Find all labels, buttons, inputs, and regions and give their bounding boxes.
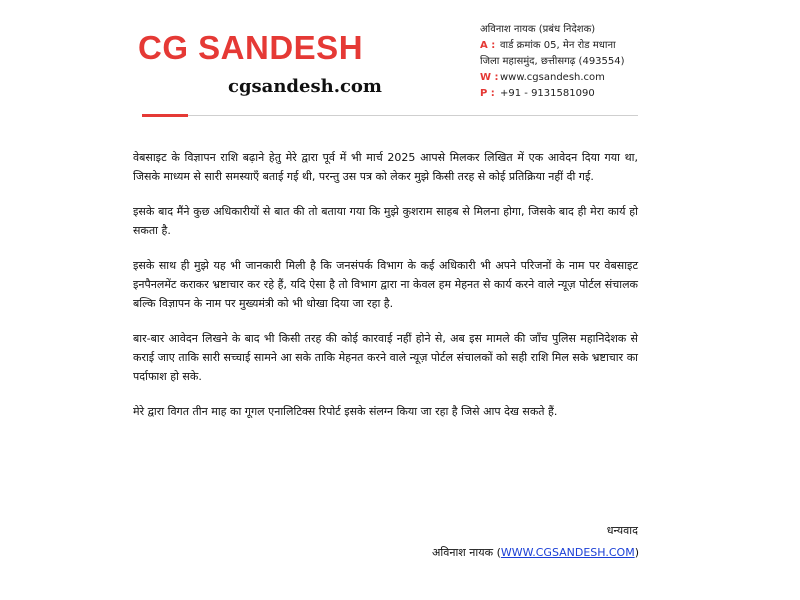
signer-website-link[interactable]: WWW.CGSANDESH.COM bbox=[500, 546, 635, 559]
brand-website: cgsandesh.com bbox=[228, 76, 382, 97]
address-line2-text: जिला महासमुंद, छत्तीसगढ़ (493554) bbox=[480, 56, 625, 67]
signer-close-paren: ) bbox=[634, 546, 639, 559]
contact-name-text: अविनाश नायक (प्रबंध निदेशक) bbox=[480, 24, 596, 35]
letterhead-divider bbox=[142, 115, 638, 116]
closing-thanks: धन्यवाद bbox=[606, 524, 638, 537]
contact-phone bbox=[480, 86, 670, 102]
letterhead-brand bbox=[138, 28, 382, 97]
contact-address-line1 bbox=[480, 38, 670, 54]
web-value: www.cgsandesh.com bbox=[500, 72, 605, 83]
address-line1-text: वार्ड क्रमांक 05, मेन रोड मधाना bbox=[500, 40, 616, 51]
contact-name bbox=[480, 22, 670, 38]
letterhead-divider-accent bbox=[142, 114, 188, 117]
contact-web bbox=[480, 70, 670, 86]
signer-name: अविनाश नायक bbox=[431, 546, 494, 559]
letterhead-contact bbox=[480, 22, 670, 102]
letter-body bbox=[133, 148, 638, 437]
contact-address-line2 bbox=[480, 54, 670, 70]
address-tag: A : bbox=[480, 40, 496, 51]
body-paragraph-2: इसके बाद मैंने कुछ अधिकारीयों से बात की तो बताया गया कि मुझे कुशराम साहब से मिलना होगा, जिसके बाद ही मेरा कार्य हो सकता है. bbox=[133, 205, 638, 237]
phone-value: +91 - 9131581090 bbox=[500, 88, 595, 99]
brand-name: CG SANDESH bbox=[138, 29, 364, 66]
signature bbox=[432, 545, 639, 560]
body-paragraph-5: मेरे द्वारा विगत तीन माह का गूगल एनालिटिक्स रिपोर्ट इसके संलग्न किया जा रहा है जिसे आप देख सकते हैं. bbox=[133, 405, 558, 418]
web-tag: W : bbox=[480, 72, 499, 83]
body-paragraph-1: वेबसाइट के विज्ञापन राशि बढ़ाने हेतु मेरे द्वारा पूर्व में भी मार्च 2025 आपसे मिलकर लिखित में एक आवेदन दिया गया था, जिसके माध्यम से सारी समस्याएँ बताई गई थी, परन्तु उस पत्र को लेकर मुझे किसी तरह से कोई प्रतिक्रिया नहीं दी गई. bbox=[133, 151, 638, 183]
signer-open-paren: ( bbox=[493, 546, 501, 559]
body-paragraph-3: इसके साथ ही मुझे यह भी जानकारी मिली है कि जनसंपर्क विभाग के कई अधिकारी भी अपने परिजनों के नाम पर वेबसाइट इनपैनलमेंट कराकर भ्रष्टाचार कर रहे हैं, यदि ऐसा है तो विभाग द्वारा ना केवल हम मेहनत से कार्य करने वाले न्यूज़ पोर्टल संचालक बल्कि विज्ञापन के नाम पर मुख्यमंत्री को भी धोखा दिया जा रहा है. bbox=[133, 259, 638, 310]
body-paragraph-4: बार-बार आवेदन लिखने के बाद भी किसी तरह की कोई कारवाई नहीं होने से, अब इस मामले की जाँच पुलिस महानिदेशक से कराई जाए ताकि सारी सच्चाई सामने आ सके ताकि मेहनत करने वाले न्यूज़ पोर्टल संचालकों को सही राशि मिल सके भ्रष्टाचार का पर्दाफाश हो सके. bbox=[133, 332, 638, 383]
phone-tag: P : bbox=[480, 88, 495, 99]
